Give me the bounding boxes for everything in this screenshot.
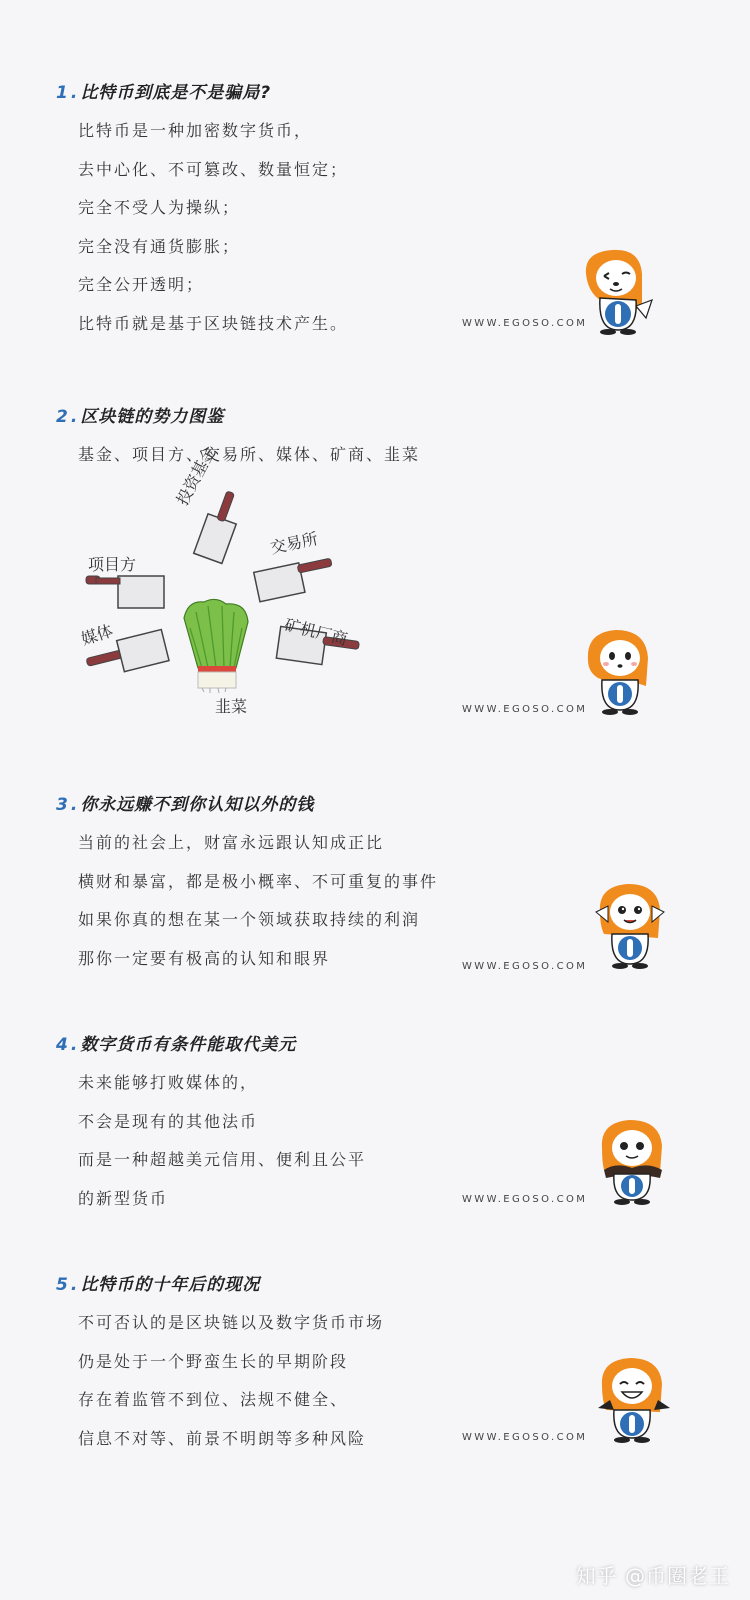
section-heading — [56, 1270, 260, 1295]
footer-watermark: 知乎 @币圈老王 — [575, 1564, 730, 1588]
section-title: 比特币的十年后的现况 — [80, 1275, 261, 1295]
mascot-icon — [594, 1356, 674, 1444]
leek-bundle-icon — [178, 598, 254, 694]
section-body — [78, 824, 438, 978]
label-media: 媒体 — [78, 620, 116, 649]
mascot-icon — [594, 882, 670, 970]
section-body — [78, 1304, 384, 1458]
label-fund: 投资基金 — [172, 442, 220, 509]
section-heading — [56, 1030, 296, 1055]
body-line: 完全公开透明； — [78, 275, 205, 294]
watermark-url: WWW.EGOSO.COM — [462, 961, 588, 972]
section-heading — [56, 790, 314, 815]
body-line: 当前的社会上，财富永远跟认知成正比 — [78, 833, 385, 852]
section-title: 你永远赚不到你认知以外的钱 — [80, 795, 315, 815]
number-dot: . — [70, 1035, 79, 1055]
section-title: 数字货币有条件能取代美元 — [80, 1035, 297, 1055]
body-line: 比特币就是基于区块链技术产生。 — [78, 313, 349, 333]
body-line: 信息不对等、前景不明朗等多种风险 — [78, 1428, 367, 1448]
section-title: 比特币到底是不是骗局? — [80, 83, 272, 103]
body-line: 不可否认的是区块链以及数字货币市场 — [78, 1313, 385, 1332]
section-body — [78, 1064, 366, 1218]
mascot-icon — [596, 1118, 668, 1206]
body-line: 不会是现有的其他法币 — [78, 1111, 259, 1131]
section-heading — [56, 78, 271, 103]
number-dot: . — [70, 1275, 79, 1295]
body-line: 存在着监管不到位、法规不健全、 — [78, 1390, 349, 1409]
body-line: 比特币是一种加密数字货币， — [78, 121, 313, 140]
body-line: 的新型货币 — [78, 1188, 169, 1208]
watermark-url: WWW.EGOSO.COM — [462, 1432, 588, 1443]
watermark-url: WWW.EGOSO.COM — [462, 318, 588, 329]
body-line: 去中心化、不可篡改、数量恒定； — [78, 159, 349, 179]
section-number: 2 — [56, 407, 69, 427]
cleaver-exchange — [252, 554, 338, 604]
label-leek: 韭菜 — [215, 697, 248, 716]
body-line: 仍是处于一个野蛮生长的早期阶段 — [78, 1351, 349, 1371]
section-number: 5 — [56, 1275, 69, 1295]
cleaver-project — [82, 574, 174, 612]
section-number: 1 — [56, 83, 69, 103]
label-exchange: 交易所 — [268, 528, 320, 558]
mascot-icon — [578, 246, 660, 336]
body-line: 如果你真的想在某一个领域获取持续的利润 — [78, 910, 421, 929]
watermark-url: WWW.EGOSO.COM — [462, 704, 588, 715]
number-dot: . — [70, 407, 79, 427]
body-line: 基金、项目方、交易所、媒体、矿商、韭菜 — [78, 445, 421, 464]
section-body — [78, 112, 348, 343]
number-dot: . — [70, 795, 79, 815]
section-number: 4 — [56, 1035, 69, 1055]
section-number: 3 — [56, 795, 69, 815]
label-project: 项目方 — [88, 555, 137, 574]
body-line: 完全没有通货膨胀； — [78, 236, 241, 256]
body-line: 而是一种超越美元信用、便利且公平 — [78, 1150, 367, 1169]
mascot-icon — [584, 628, 656, 716]
section-title: 区块链的势力图鉴 — [80, 407, 225, 427]
number-dot: . — [70, 83, 79, 103]
label-miner: 矿机厂商 — [282, 614, 350, 649]
body-line: 未来能够打败媒体的， — [78, 1073, 259, 1092]
body-line: 横财和暴富，都是极小概率、不可重复的事件 — [78, 871, 439, 891]
body-line: 完全不受人为操纵； — [78, 198, 241, 217]
watermark-url: WWW.EGOSO.COM — [462, 1194, 588, 1205]
body-line: 那你一定要有极高的认知和眼界 — [78, 948, 331, 968]
